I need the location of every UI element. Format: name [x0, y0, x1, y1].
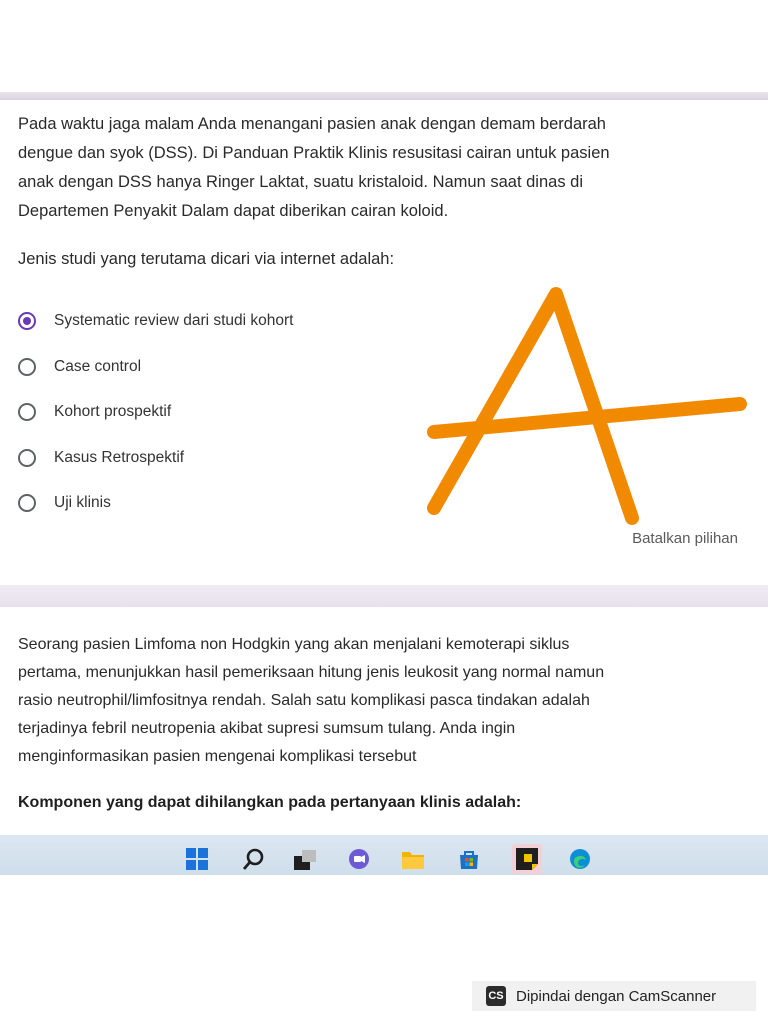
store-icon[interactable]	[458, 848, 480, 870]
question-2-line: terjadinya febril neutropenia akibat supresi sumsum tulang. Anda ingin	[18, 720, 516, 737]
screen-top-edge	[0, 92, 768, 100]
radio-unchecked-icon[interactable]	[18, 494, 36, 512]
option-uji-klinis[interactable]	[18, 490, 111, 516]
question-2-line: rasio neutrophil/limfositnya rendah. Salah satu komplikasi pasca tindakan adalah	[18, 692, 590, 709]
question-1-prompt: Jenis studi yang terutama dicari via internet adalah:	[18, 250, 395, 268]
option-systematic-review[interactable]	[18, 308, 293, 334]
edge-icon[interactable]	[569, 848, 591, 870]
radio-checked-icon[interactable]	[18, 312, 36, 330]
question-2-line: pertama, menunjukkan hasil pemeriksaan hitung jenis leukosit yang normal namun	[18, 664, 605, 681]
question-1-line: Departemen Penyakit Dalam dapat diberikan cairan koloid.	[18, 202, 449, 220]
option-label: Uji klinis	[54, 494, 111, 511]
option-kasus-retrospektif[interactable]	[18, 445, 184, 471]
question-1-text	[18, 110, 738, 226]
option-label: Kasus Retrospektif	[54, 449, 185, 466]
file-explorer-icon[interactable]	[402, 848, 424, 870]
radio-unchecked-icon[interactable]	[18, 358, 36, 376]
camscanner-watermark	[472, 981, 756, 1011]
question-2-line: Seorang pasien Limfoma non Hodgkin yang akan menjalani kemoterapi siklus	[18, 636, 570, 653]
option-label: Case control	[54, 358, 142, 375]
search-icon[interactable]	[243, 848, 265, 870]
option-label: Kohort prospektif	[54, 403, 172, 420]
option-case-control[interactable]	[18, 354, 141, 380]
taskbar	[0, 835, 768, 875]
question-1-line: dengue dan syok (DSS). Di Panduan Praktik Klinis resusitasi cairan untuk pasien	[18, 144, 610, 162]
option-label: Systematic review dari studi kohort	[54, 312, 294, 329]
sticky-notes-icon[interactable]	[512, 844, 542, 874]
question-2-line: menginformasikan pasien mengenai komplikasi tersebut	[18, 748, 417, 765]
task-view-icon[interactable]	[294, 848, 316, 870]
question-card-1	[0, 100, 768, 585]
section-separator	[0, 585, 768, 607]
option-kohort-prospektif[interactable]	[18, 399, 171, 425]
question-1-line: Pada waktu jaga malam Anda menangani pasien anak dengan demam berdarah	[18, 115, 606, 133]
question-2-prompt: Komponen yang dapat dihilangkan pada pertanyaan klinis adalah:	[18, 794, 522, 811]
radio-unchecked-icon[interactable]	[18, 449, 36, 467]
watermark-text: Dipindai dengan CamScanner	[516, 987, 717, 1005]
scan-margin-top	[0, 0, 768, 92]
chat-icon[interactable]	[348, 848, 370, 870]
clear-selection-button[interactable]: Batalkan pilihan	[632, 530, 738, 547]
windows-start-icon[interactable]	[186, 848, 208, 870]
camscanner-logo: CS	[486, 986, 506, 1006]
question-1-line: anak dengan DSS hanya Ringer Laktat, suatu kristaloid. Namun saat dinas di	[18, 173, 584, 191]
radio-unchecked-icon[interactable]	[18, 403, 36, 421]
question-card-2	[0, 607, 768, 835]
question-2-text	[18, 631, 738, 771]
